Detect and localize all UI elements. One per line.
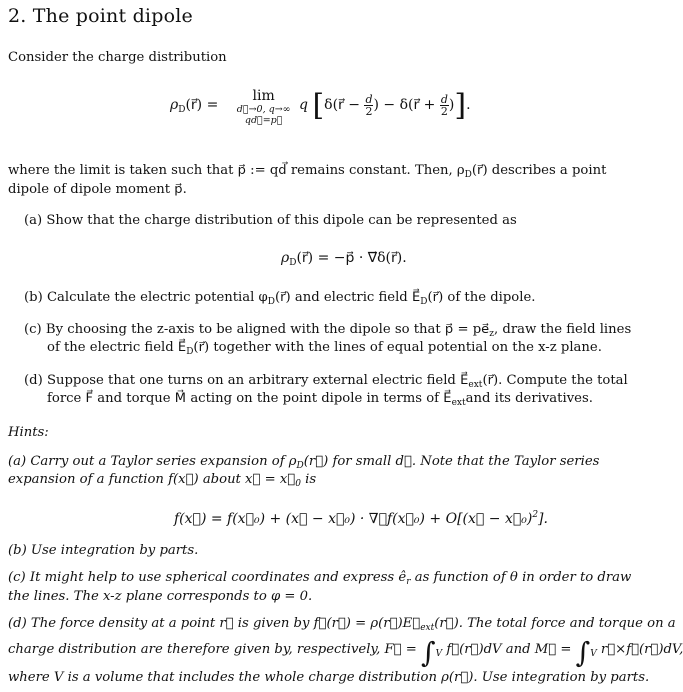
frac-den: 2 — [365, 104, 373, 118]
x0-subscript: 0 — [295, 479, 301, 489]
part-c-text-2a: of the electric field E⃗ — [47, 340, 187, 355]
e-subscript: D — [186, 347, 194, 357]
part-a-label: (a) — [24, 213, 43, 228]
definition-equation — [170, 88, 471, 126]
part-d-line-1 — [24, 373, 628, 393]
part-b-text-2: (r⃗) and electric field E⃗ — [274, 290, 421, 305]
limit-explanation-line-1: where the limit is taken such that p⃗ := qd⃗ remains constant. Then, $\rho_D(r⃗)$ describes a point — [8, 163, 607, 180]
dipole-density-equation — [281, 250, 407, 268]
limit-operator — [237, 88, 291, 126]
charge-q: q — [299, 97, 308, 113]
part-c-label: (c) — [24, 322, 42, 337]
taylor-end: ]. — [538, 511, 548, 527]
hint-c-line-1 — [8, 570, 631, 590]
part-b-text-1: Calculate the electric potential φ — [46, 290, 268, 305]
hint-d-integral-2: r⃗×f⃗(r⃗)dV, — [600, 642, 683, 657]
part-d-text-1: Suppose that one turns on an arbitrary external electric field E⃗ — [46, 373, 469, 388]
part-b-label: (b) — [24, 290, 43, 305]
period: . — [466, 97, 471, 113]
part-a — [24, 213, 517, 229]
left-bracket: [ — [312, 88, 325, 123]
part-c-text-1-end: , draw the field lines — [494, 322, 632, 337]
limit-explanation-line-2: dipole of dipole moment p⃗. — [8, 182, 187, 197]
hint-d-text-1-end: (r⃗). The total force and torque on a — [434, 616, 676, 631]
hint-a-line-1 — [8, 454, 599, 474]
section-number: 2. — [8, 5, 27, 27]
e-subscript: D — [420, 297, 428, 307]
hint-a-text-1-end: (r⃗) for small d⃗. Note that the Taylor series — [303, 454, 600, 469]
hint-b: (b) Use integration by parts. — [8, 543, 199, 558]
frac-den: 2 — [440, 104, 448, 118]
integral-sign-1: ∫ — [421, 636, 436, 669]
integral-domain-2: V — [590, 649, 597, 659]
ext-subscript: ext — [468, 380, 483, 390]
section-heading — [8, 5, 193, 27]
hint-d-integral-1: f⃗(r⃗)dV and M⃗ = — [446, 642, 572, 657]
hint-d-text-1: (d) The force density at a point r⃗ is given by f⃗(r⃗) = ρ(r⃗)E⃗ — [8, 616, 421, 631]
hint-d-text-2a: charge distribution are therefore given by, respectively, F⃗ = — [8, 642, 417, 657]
part-b-text-3: (r⃗) of the dipole. — [427, 290, 536, 305]
part-a-text: Show that the charge distribution of this dipole can be represented as — [46, 213, 517, 228]
hint-c-text-1: (c) It might help to use spherical coordinates and express ê — [8, 570, 407, 585]
equation-rest: (r⃗) = −p⃗ · ∇⃗δ(r⃗). — [296, 250, 407, 266]
intro-text: Consider the charge distribution — [8, 50, 227, 65]
part-b — [24, 290, 535, 310]
limit-condition-1: d⃗→0, q→∞ — [236, 104, 291, 115]
close-paren: ) — [448, 97, 455, 113]
part-d-text-2a: force F⃗ and torque M⃗ acting on the point dipole in terms of E⃗ — [47, 391, 452, 406]
limit-condition-2: qd⃗=p⃗ — [244, 115, 283, 126]
rho-symbol: ρ — [170, 97, 179, 113]
part-d-text-1-end: (r⃗). Compute the total — [482, 373, 628, 388]
hint-a-text-1: (a) Carry out a Taylor series expansion of ρ — [8, 454, 297, 469]
hint-c-line-2: the lines. The x-z plane corresponds to φ = 0. — [8, 589, 313, 604]
lim-label: lim — [252, 88, 275, 104]
delta-plus-term: ) − δ(r⃗ + — [373, 97, 436, 113]
part-c-line-1 — [24, 322, 631, 342]
hint-c-text-1-end: as function of θ in order to draw — [410, 570, 632, 585]
hint-a-line-2 — [8, 472, 316, 492]
limit-text-1b: (r⃗) describes a point — [471, 163, 607, 178]
rho-subscript: D — [289, 258, 297, 268]
hint-a-text-2: expansion of a function f(x⃗) about x⃗ = x⃗ — [8, 472, 296, 487]
limit-text-1: where the limit is taken such that p⃗ := qd⃗ remains constant. Then, ρ — [8, 163, 465, 178]
part-d-label: (d) — [24, 373, 43, 388]
integral-domain-1: V — [435, 649, 443, 659]
hint-d-line-3: where V is a volume that includes the whole charge distribution ρ(r⃗). Use integration by parts. — [8, 670, 650, 685]
taylor-main: f(x⃗) = f(x⃗₀) + (x⃗ − x⃗₀) · ∇⃗f(x⃗₀) + O[(x⃗ − x⃗₀) — [174, 511, 533, 527]
taylor-expansion-equation — [174, 510, 548, 527]
part-d-line-2 — [47, 391, 593, 411]
delta-minus-term: δ(r⃗ − — [324, 97, 360, 113]
rho-argument: (r⃗) = — [185, 97, 219, 113]
section-title: The point dipole — [32, 5, 193, 27]
fraction-d-over-2-b — [440, 94, 449, 117]
right-bracket: ] — [454, 88, 467, 123]
rho-subscript: D — [296, 461, 304, 471]
ez-subscript: z — [489, 329, 494, 339]
ext-subscript: ext — [420, 623, 435, 633]
frac-num: d — [440, 92, 448, 106]
hint-a-text-2-end: is — [300, 472, 317, 487]
rho-symbol: ρ — [281, 250, 290, 266]
er-subscript: r — [406, 577, 411, 587]
hint-d-line-1 — [8, 616, 676, 636]
integral-sign-2: ∫ — [575, 636, 591, 669]
ext-subscript: ext — [451, 398, 466, 408]
part-d-text-2b: and its derivatives. — [465, 391, 593, 406]
hints-heading: Hints: — [8, 425, 49, 440]
phi-subscript: D — [267, 297, 275, 307]
rho-subscript: D — [178, 105, 186, 115]
hint-d-line-2 — [8, 636, 683, 669]
frac-num: d — [365, 92, 373, 106]
part-c-line-2 — [47, 340, 602, 360]
taylor-exponent: 2 — [532, 510, 539, 520]
part-c-text-2b: (r⃗) together with the lines of equal potential on the x-z plane. — [193, 340, 602, 355]
part-c-text-1: By choosing the z-axis to be aligned with the dipole so that p⃗ = pe⃗ — [45, 322, 490, 337]
